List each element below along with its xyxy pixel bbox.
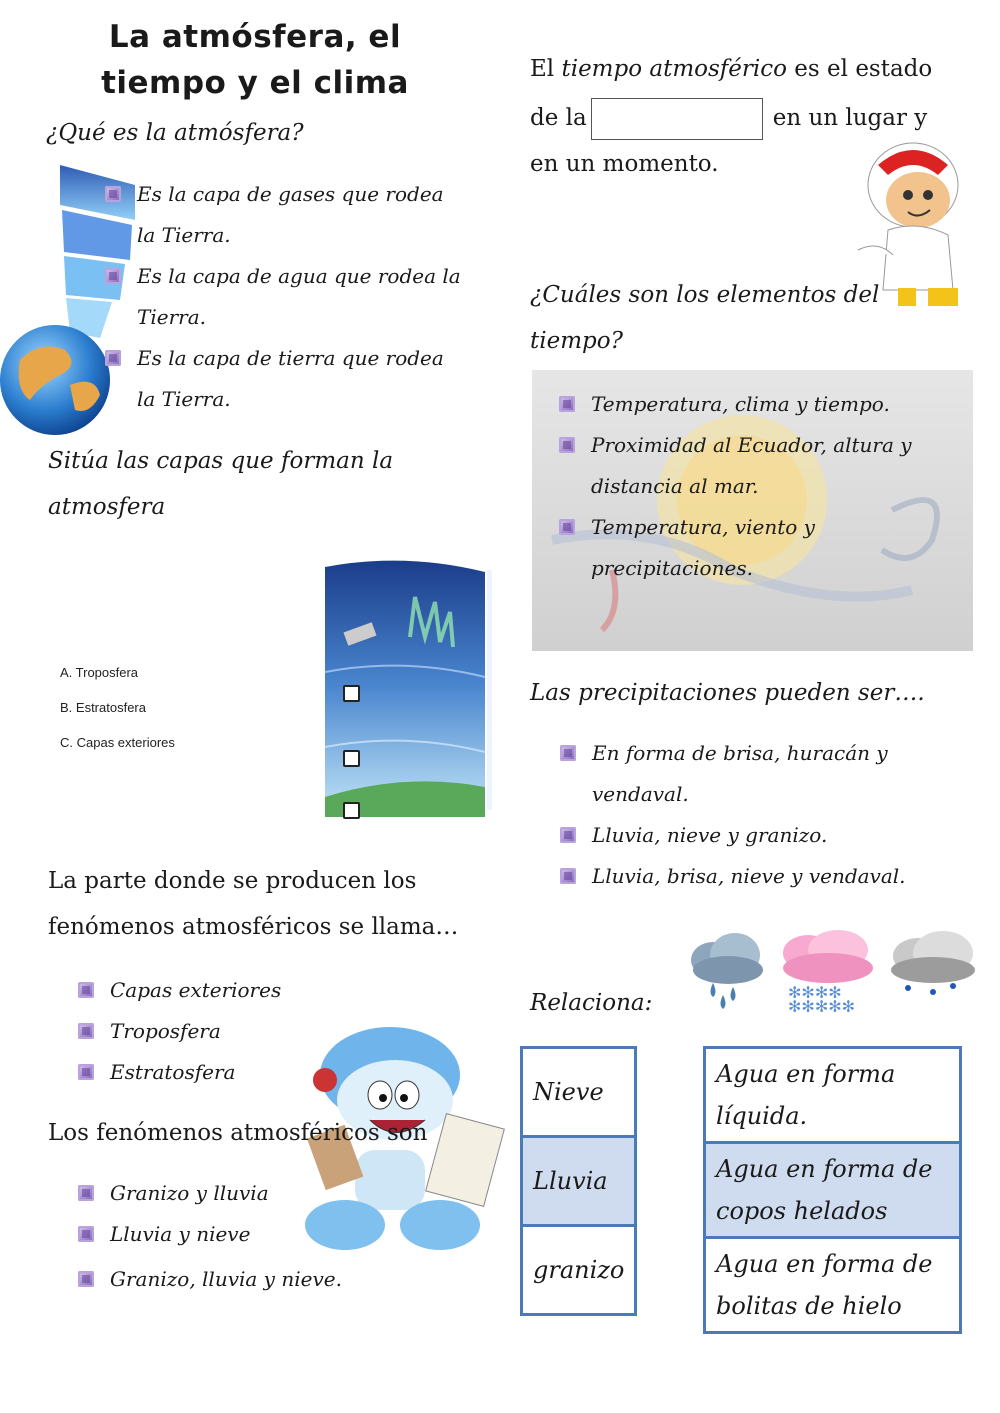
question-atmosphere: ¿Qué es la atmósfera? [46, 120, 304, 146]
option-1[interactable]: Es la capa de gases que rodea la Tierra. [105, 174, 475, 256]
bullet-icon [78, 982, 94, 998]
bullet-icon [78, 1271, 94, 1287]
bullet-icon [105, 186, 121, 202]
bullet-icon [560, 827, 576, 843]
bullet-icon [78, 1185, 94, 1201]
question-weather-elements: ¿Cuáles son los elementos del tiempo? [530, 282, 880, 354]
option-3[interactable]: Lluvia, brisa, nieve y vendaval. [560, 856, 980, 897]
option-2[interactable]: Lluvia, nieve y granizo. [560, 815, 980, 856]
match-left-cell[interactable]: Nieve [522, 1048, 636, 1137]
checkbox-layer-middle[interactable] [343, 750, 360, 767]
question-atmospheric-layer: La parte donde se producen los fenómenos atmosféricos se llama… [48, 868, 459, 940]
bullet-icon [105, 350, 121, 366]
rain-cloud-icon [888, 928, 978, 1003]
bullet-icon [78, 1064, 94, 1080]
match-left-table [520, 1046, 637, 1316]
bullet-icon [560, 868, 576, 884]
match-label: Relaciona: [530, 990, 653, 1016]
bullet-icon [559, 519, 575, 535]
option-1[interactable]: Temperatura, clima y tiempo. [559, 384, 959, 425]
bullet-icon [105, 268, 121, 284]
option-3[interactable]: Es la capa de tierra que rodea la Tierra. [105, 338, 475, 420]
hail-cloud-icon [683, 925, 768, 1010]
match-right-table [703, 1046, 962, 1334]
option-2[interactable]: Troposfera [78, 1011, 281, 1052]
option-3[interactable]: Estratosfera [78, 1052, 281, 1093]
option-1[interactable]: Granizo y lluvia [78, 1173, 342, 1214]
option-3[interactable]: Temperatura, viento y precipitaciones. [559, 507, 959, 589]
snow-cloud-icon [778, 928, 878, 1013]
svg-text:✻✻✻✻✻: ✻✻✻✻✻ [788, 997, 856, 1013]
label-troposfera[interactable]: A. Troposfera [60, 665, 139, 680]
bullet-icon [559, 437, 575, 453]
weather-elements-panel [532, 370, 973, 651]
svg-text:✻✻✻✻: ✻✻✻✻ [788, 983, 842, 1002]
option-2[interactable]: Proximidad al Ecuador, altura y distancia al mar. [559, 425, 959, 507]
weather-definition: El tiempo atmosférico es el estado de la en un lugar y en un momento. [530, 56, 933, 177]
option-3[interactable]: Granizo, lluvia y nieve. [78, 1259, 342, 1300]
option-2[interactable]: Lluvia y nieve [78, 1214, 342, 1255]
options-atmospheric-layer [78, 970, 281, 1093]
label-estratosfera[interactable]: B. Estratosfera [60, 700, 146, 715]
options-atmosphere [105, 174, 475, 420]
option-1[interactable]: Capas exteriores [78, 970, 281, 1011]
option-1[interactable]: En forma de brisa, huracán y vendaval. [560, 733, 980, 815]
bullet-icon [560, 745, 576, 761]
bullet-icon [78, 1226, 94, 1242]
layer-labels [60, 655, 175, 760]
page-title: La atmósfera, el tiempo y el clima [101, 19, 409, 101]
bullet-icon [559, 396, 575, 412]
checkbox-layer-top[interactable] [343, 685, 360, 702]
match-right-cell[interactable]: Agua en forma líquida. [705, 1048, 961, 1143]
bullet-icon [78, 1023, 94, 1039]
option-2[interactable]: Es la capa de agua que rodea la Tierra. [105, 256, 475, 338]
options-precipitation [560, 733, 980, 897]
question-layers: Sitúa las capas que forman la atmosfera [48, 448, 394, 520]
question-phenomena: Los fenómenos atmosféricos son [48, 1120, 428, 1146]
label-capas-exteriores[interactable]: C. Capas exteriores [60, 735, 175, 750]
question-precipitation: Las precipitaciones pueden ser…. [530, 680, 925, 706]
match-right-cell[interactable]: Agua en forma de bolitas de hielo [705, 1238, 961, 1333]
answer-input[interactable] [591, 98, 763, 140]
checkbox-layer-bottom[interactable] [343, 802, 360, 819]
options-phenomena [78, 1173, 342, 1300]
match-left-cell[interactable]: Lluvia [522, 1137, 636, 1226]
match-right-cell[interactable]: Agua en forma de copos helados [705, 1143, 961, 1238]
match-left-cell[interactable]: granizo [522, 1226, 636, 1315]
